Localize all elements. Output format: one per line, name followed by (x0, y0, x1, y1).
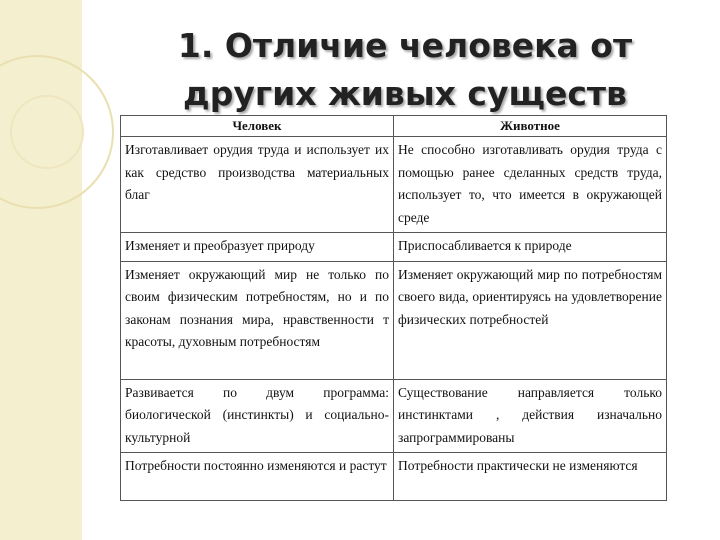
cell-human: Изготавливает орудия труда и использует их как средство производства материальных благ (121, 137, 394, 233)
table-row (121, 233, 667, 262)
slide-title (100, 22, 710, 118)
title-line-1: 1. Отличие человека от (177, 26, 633, 65)
cell-human: Развивается по двум программа: биологической (инстинкты) и социально-культурной (121, 379, 394, 453)
title-line-2: других живых существ (183, 74, 627, 113)
cell-animal: Существование направляется только инстинктами , действия изначально запрограммированы (394, 379, 667, 453)
header-animal: Животное (394, 116, 667, 137)
cell-animal: Изменяет окружающий мир по потребностям своего вида, ориентируясь на удовлетворение физических потребностей (394, 261, 667, 379)
cell-human: Изменяет и преобразует природу (121, 233, 394, 262)
table-row (121, 379, 667, 453)
cell-animal: Приспосабливается к природе (394, 233, 667, 262)
comparison-table (120, 115, 667, 501)
table-row (121, 453, 667, 501)
cell-human: Изменяет окружающий мир не только по своим физическим потребностям, но и по законам познания мира, нравственности т красоты, духовным потребностям (121, 261, 394, 379)
header-human: Человек (121, 116, 394, 137)
table-row (121, 261, 667, 379)
decor-ring-small (10, 95, 84, 169)
table-header-row (121, 116, 667, 137)
cell-animal: Потребности практически не изменяются (394, 453, 667, 501)
cell-animal: Не способно изготавливать орудия труда с помощью ранее сделанных средств труда, использует то, что имеется в окружающей среде (394, 137, 667, 233)
table-row (121, 137, 667, 233)
cell-human: Потребности постоянно изменяются и растут (121, 453, 394, 501)
